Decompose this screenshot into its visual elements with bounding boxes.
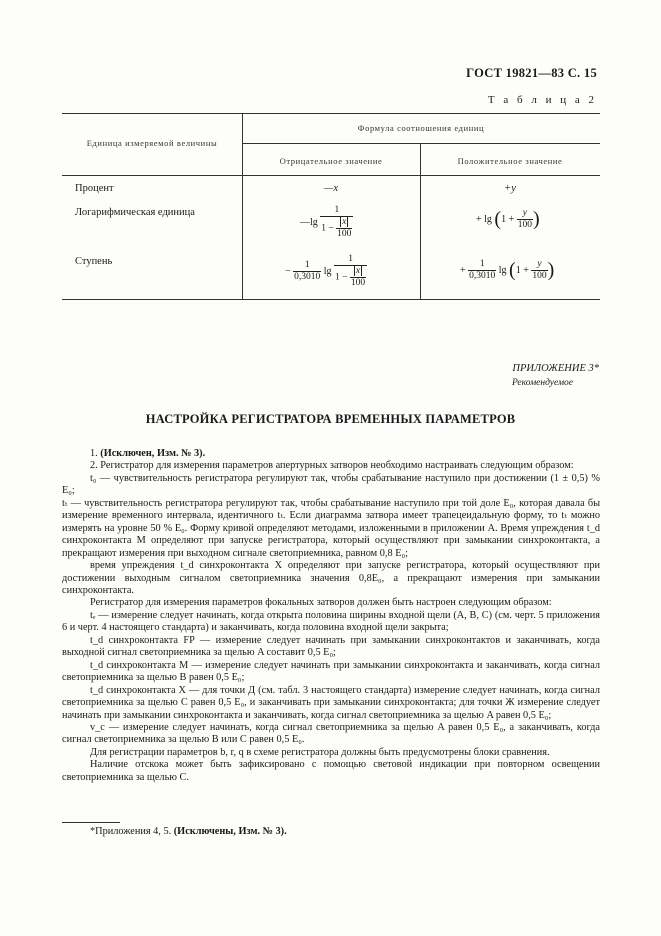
paragraph: 1. (Исключен, Изм. № 3). (90, 448, 206, 459)
paragraph: Для регистрации параметров b, r, q в схеме регистратора должны быть предусмотрены блоки сравнения. (90, 746, 550, 758)
col-header-positive: Положительное значение (457, 156, 563, 166)
col-header-unit: Единица измеряемой величины (86, 138, 218, 148)
paragraph: v_c — измерение следует начинать, когда сигнал светоприемника за щелью A равен 0,5 E₀, а заканчивать, когда сигнал светоприемника за щелью B или C равен 0,5 E₀. (62, 721, 600, 746)
table-caption: Т а б л и ц а 2 (487, 94, 597, 106)
row-unit-percent: Процент (75, 183, 114, 194)
row-percent-negative: —x (324, 183, 338, 194)
col-header-negative: Отрицательное значение (279, 156, 383, 166)
paragraph: tₑ — измерение следует начинать, когда открыта половина ширины входной щели (A, B, C) (см. черт. 5 приложения 6 и черт. 4 настоящего стандарта) и заканчивать, когда половина входной щели закрыта; (62, 609, 600, 634)
paragraph: t_d синхроконтакта X — для точки Д (см. табл. 3 настоящего стандарта) измерение следует начинать, когда сигнал светоприемника за щелью C равен 0,5 E₀, и заканчивать при замыкании синхроконтакта; для точки Ж измерение следует начинать при замыкании синхроконтакта и заканчивать, когда сигнал светоприемника за щелью A равен 0,5 E₀; (62, 684, 600, 721)
col-header-formula: Формула соотношения единиц (357, 123, 485, 133)
section-title: НАСТРОЙКА РЕГИСТРАТОРА ВРЕМЕННЫХ ПАРАМЕТРОВ (145, 412, 516, 426)
paragraph: Наличие отскока может быть зафиксировано с помощью световой индикации при повторном освещении светоприемника за щелью C. (62, 759, 600, 783)
formula-step-positive: + $\frac{1}{0,3010}$ lg (1 + $\frac{y}{100}$ ) (460, 259, 555, 281)
paragraph: Регистратор для измерения параметров фокальных затворов должен быть настроен следующим образом: (90, 597, 552, 609)
row-unit-step: Ступень (75, 256, 113, 267)
paragraph: t_d синхроконтакта FP — измерение следует начинать при замыкании синхроконтактов и заканчивать, когда выходной сигнал светоприемника за щелью A составит 0,5 E₀; (62, 634, 600, 659)
row-percent-positive: +y (504, 183, 516, 194)
row-unit-log: Логарифмическая единица (75, 207, 195, 218)
paragraph: tₜ — чувствительность регистратора регулируют так, чтобы срабатывание наступило при той доле E₀, которая давала бы измерение временного интервала, идентичного tₜ. Если диаграмма затвора имеет трапецеидальную форму, то tₜ можно измерять на уровне 50 % E₀. Форму кривой определяют методами, изложенными в приложении А. Время упреждения t_d синхроконтакта М определяют при запуске регистратора, который осуществляют при замыкании синхроконтакта, а прекращают измерения при выходном сигнале светоприемника, равном 0,8 E₀; (62, 497, 600, 559)
appendix-label: ПРИЛОЖЕНИЕ 3* (512, 363, 599, 374)
footnote-divider (62, 822, 120, 823)
paragraph: t_d синхроконтакта М — измерение следует начинать при замыкании синхроконтакта и заканчивать, когда сигнал светоприемника за щелью B равен 0,5 E₀; (62, 659, 600, 684)
paragraph: t₀ — чувствительность регистратора регулируют так, чтобы срабатывание наступило при достижении (1 ± 0,5) % E₀; (62, 472, 600, 497)
paragraph: время упреждения t_d синхроконтакта X определяют при запуске регистратора, который осуществляют при достижении выходным сигналом светоприемника значения 0,8E₀, а прекращают измерения при замыкании синхроконтакта. (62, 560, 600, 596)
page-header: ГОСТ 19821—83 С. 15 (466, 66, 597, 80)
paragraph: 2. Регистратор для измерения параметров апертурных затворов необходимо настраивать следующим образом: (90, 460, 574, 472)
body-text (62, 448, 600, 784)
formula-log-positive: + lg (1 + $\frac{y}{100}$ ) (476, 208, 540, 230)
footnote: *Приложения 4, 5. (Исключены, Изм. № 3). (90, 826, 287, 837)
formula-log-negative: —lg 1 1 − $\frac{x}{100}$ (300, 205, 352, 239)
appendix-status: Рекомендуемое (511, 378, 573, 388)
formula-step-negative: − $\frac{1}{0,3010}$ lg 1 1 − $\frac{x}{100}$ (285, 254, 366, 288)
